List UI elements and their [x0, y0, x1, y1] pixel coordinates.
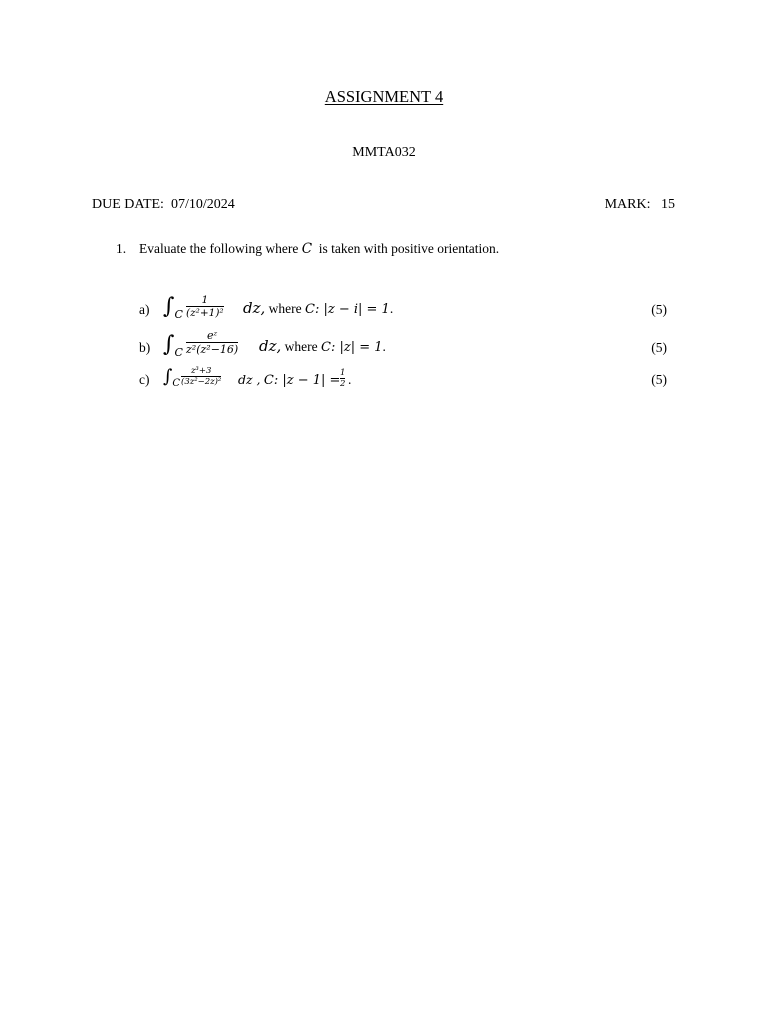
part-a-label: a)	[139, 302, 150, 317]
part-c-integral-sub: C	[172, 378, 181, 389]
part-c-half-numerator: 1	[340, 368, 346, 378]
part-c-integral	[163, 366, 180, 387]
due-date	[92, 197, 235, 213]
part-b-integral-sub: C	[174, 346, 183, 359]
part-c-label: c)	[139, 372, 150, 387]
question-number: 1.	[116, 241, 127, 256]
part-b-points: (5)	[651, 340, 667, 355]
part-a-tail	[243, 299, 393, 317]
assignment-title: ASSIGNMENT 4	[324, 87, 444, 106]
part-b-where: where	[281, 339, 322, 354]
part-c-denominator: (3z²−2z)²	[181, 377, 222, 387]
mark-total	[605, 197, 675, 213]
part-b-end: .	[382, 339, 386, 354]
part-c-integral-sign: ∫	[163, 366, 173, 387]
mark-label: MARK:	[604, 197, 651, 212]
due-date-label: DUE DATE:	[92, 197, 164, 212]
part-c-tail	[238, 372, 340, 388]
part-b-tail	[259, 337, 386, 355]
part-c-half-denominator: 2	[340, 379, 346, 389]
part-b-fraction	[186, 329, 238, 356]
part-b-integral	[163, 332, 183, 357]
part-b-integral-sign: ∫	[163, 332, 175, 357]
part-a-integral	[163, 294, 183, 319]
mark-value: 15	[661, 197, 675, 212]
part-b-denominator: z²(z²−16)	[186, 343, 239, 356]
part-b-label: b)	[139, 340, 151, 355]
part-a-fraction	[186, 294, 224, 319]
part-c-points: (5)	[651, 372, 667, 387]
due-date-value: 07/10/2024	[170, 197, 235, 212]
question-text	[139, 241, 499, 257]
part-b-contour: C: |z| = 1	[321, 340, 383, 355]
part-a-points: (5)	[651, 302, 667, 317]
part-a-end: .	[389, 301, 394, 316]
part-a-contour: C: |z − i| = 1	[305, 302, 390, 317]
part-a-integral-sub: C	[174, 308, 183, 321]
course-code: MMTA032	[352, 145, 416, 160]
part-c-half	[340, 368, 345, 389]
part-b-dz: dz,	[259, 337, 282, 355]
part-c-fraction	[181, 366, 221, 387]
part-c-contour: C: |z − 1| =	[263, 373, 341, 388]
question-symbol: C	[301, 241, 313, 257]
part-a-where: where	[265, 301, 306, 316]
part-a-dz: dz,	[243, 299, 266, 317]
part-a-numerator: 1	[201, 294, 209, 306]
part-a-denominator: (z²+1)²	[186, 307, 224, 319]
part-c-numerator: z³+3	[190, 366, 212, 376]
part-a-integral-sign: ∫	[163, 294, 175, 319]
question-text-before: Evaluate the following where	[139, 241, 302, 256]
part-c-end: .	[348, 372, 352, 387]
part-b-numerator: eᶻ	[207, 329, 218, 342]
part-c-dz: dz ,	[238, 372, 261, 387]
question-text-after: is taken with positive orientation.	[312, 241, 500, 256]
